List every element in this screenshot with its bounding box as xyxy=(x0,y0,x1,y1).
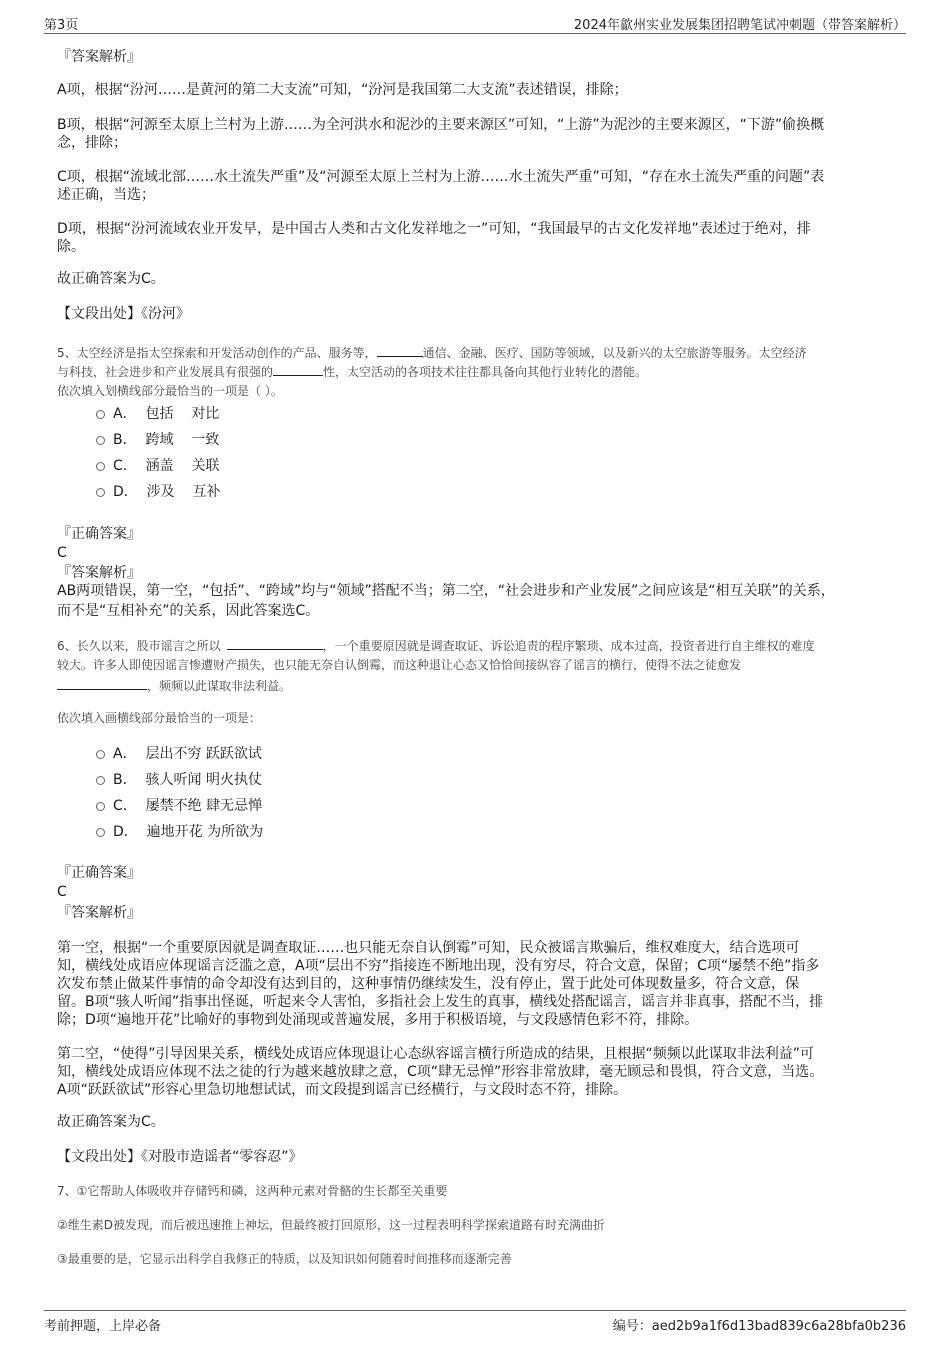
q4-analysis-a: A项，根据“汾河……是黄河的第二大支流”可知，“汾河是我国第二大支流”表述错误，排除； xyxy=(57,82,628,98)
q5-stem-line2: 与科技，社会进步和产业发展具有很强的 性，太空活动的各项技术往往都具备向其他行业转化的潜能。 xyxy=(57,361,892,382)
q5-stem-line3: 依次填入划横线部分最恰当的一项是（ ）。 xyxy=(57,384,283,398)
q6-analysis-p2-line1: 第二空，“使得”引导因果关系，横线处成语应体现退让心态纵容谣言横行所造成的结果，且根据“频频以此谋取非法利益”可 xyxy=(57,1046,815,1062)
header-divider xyxy=(44,33,906,34)
q6-stem-line2: 较大。许多人即使因谣言惨遭财产损失，也只能无奈自认倒霉，而这种退让心态又恰恰间接纵容了谣言的横行，使得不法之徒愈发 xyxy=(57,658,742,672)
q5-option-a[interactable]: A． 包括 对比 xyxy=(96,404,219,424)
radio-icon[interactable] xyxy=(96,750,105,759)
q5-correct-label: 『正确答案』 xyxy=(57,526,141,542)
q6-correct-label: 『正确答案』 xyxy=(57,865,141,881)
q4-analysis-c-line1: C项，根据“流域北部……水土流失严重”及“河源至太原上兰村为上游……水土流失严重”可知，“存在水土流失严重的问题”表 xyxy=(57,169,825,185)
q6-source: 【文段出处】《对股市造谣者“零容忍”》 xyxy=(57,1149,303,1165)
q5-option-b[interactable]: B． 跨域 一致 xyxy=(96,430,219,450)
radio-icon[interactable] xyxy=(96,410,105,419)
q7-line3: ③最重要的是，它显示出科学自我修正的特质，以及知识如何随着时间推移而逐渐完善 xyxy=(57,1252,512,1266)
footer-divider xyxy=(44,1310,906,1311)
q7-line1: 7、①它帮助人体吸收并存储钙和磷，这两种元素对骨骼的生长都至关重要 xyxy=(57,1184,448,1198)
q4-analysis-d-line1: D项，根据“汾河流域农业开发早，是中国古人类和古文化发祥地之一”可知，“我国最早的古文化发祥地”表述过于绝对，排 xyxy=(57,221,811,237)
q6-analysis-p1-line5: 除；D项“遍地开花”比喻好的事物到处涌现或普遍发展，多用于积极语境，与文段感情色彩不符，排除。 xyxy=(57,1012,699,1028)
radio-icon[interactable] xyxy=(96,462,105,471)
radio-icon[interactable] xyxy=(96,828,105,837)
radio-icon[interactable] xyxy=(96,802,105,811)
document-id: 编号：aed2b9a1f6d13bad839c6a28bfa0b236 xyxy=(612,1319,906,1334)
q6-analysis-p1-line4: 留。B项“骇人听闻”指事出怪诞，听起来令人害怕，多指社会上发生的真事，横线处搭配谣言，谣言并非真事，搭配不当，排 xyxy=(57,994,824,1010)
q6-option-b[interactable]: B． 骇人听闻 明火执仗 xyxy=(96,770,262,790)
q4-analysis-b-line2: 念，排除； xyxy=(57,135,127,151)
q6-analysis-p2-line2: 知，横线处成语应体现不法之徒的行为越来越放肆之意，C项“肆无忌惮”形容非常放肆，毫无顾忌和畏惧，符合文意，当选。 xyxy=(57,1064,824,1080)
q4-source: 【文段出处】《汾河》 xyxy=(57,306,190,322)
q4-analysis-d-line2: 除。 xyxy=(57,239,85,255)
page-number: 第3页 xyxy=(44,18,79,33)
q5-analysis-line1: AB两项错误，第一空，“包括”、“跨域”均与“领域”搭配不当；第二空，“社会进步和产业发展”之间应该是“相互关联”的关系， xyxy=(57,583,835,599)
footer-slogan: 考前押题，上岸必备 xyxy=(44,1319,162,1334)
q6-option-a[interactable]: A． 层出不穷 跃跃欲试 xyxy=(96,744,262,764)
radio-icon[interactable] xyxy=(96,776,105,785)
q6-analysis-p1-line2: 知，横线处成语应体现谣言泛滥之意，A项“层出不穷”指接连不断地出现，没有穷尽，符合文意，保留；C项“屡禁不绝”指多 xyxy=(57,958,820,974)
q6-conclusion: 故正确答案为C。 xyxy=(57,1114,165,1130)
q6-option-c[interactable]: C． 屡禁不绝 肆无忌惮 xyxy=(96,796,262,816)
radio-icon[interactable] xyxy=(96,436,105,445)
q6-stem-line4: 依次填入画横线部分最恰当的一项是： xyxy=(57,711,262,725)
q6-option-d[interactable]: D． 遍地开花 为所欲为 xyxy=(96,822,263,842)
q6-blank-1 xyxy=(227,635,323,650)
q6-analysis-p1-line3: 次发布禁止做某件事情的命令却没有达到目的，这种事情仍继续发生，没有停止，置于此处可体现数量多，符合文意，保 xyxy=(57,976,799,992)
q5-analysis-label: 『答案解析』 xyxy=(57,565,141,581)
q6-correct-answer: C xyxy=(57,884,67,900)
q5-stem-line1: 5、太空经济是指太空探索和开发活动创作的产品、服务等， 通信、金融、医疗、国防等领域，以及新兴的太空旅游等服务。太空经济 xyxy=(57,342,892,363)
q6-analysis-label: 『答案解析』 xyxy=(57,905,141,921)
document-title: 2024年歙州实业发展集团招聘笔试冲刺题（带答案解析） xyxy=(573,18,906,33)
q5-option-d[interactable]: D． 涉及 互补 xyxy=(96,482,220,502)
q4-analysis-b-line1: B项，根据“河源至太原上兰村为上游……为全河洪水和泥沙的主要来源区”可知，“上游”为泥沙的主要来源区，“下游”偷换概 xyxy=(57,117,825,133)
q5-option-c[interactable]: C． 涵盖 关联 xyxy=(96,456,219,476)
q4-analysis-label: 『答案解析』 xyxy=(57,49,141,65)
q6-stem-line3: ，频频以此谋取非法利益。 xyxy=(57,675,892,696)
q6-blank-2 xyxy=(57,675,147,690)
q6-analysis-p2-line3: A项“跃跃欲试”形容心里急切地想试试，而文段提到谣言已经横行，与文段时态不符，排除。 xyxy=(57,1082,628,1098)
q5-blank-2 xyxy=(273,361,323,376)
q6-analysis-p1-line1: 第一空，根据“一个重要原因就是调查取证……也只能无奈自认倒霉”可知，民众被谣言欺骗后，维权难度大，结合选项可 xyxy=(57,940,800,956)
q5-analysis-line2: 而不是“互相补充”的关系，因此答案选C。 xyxy=(57,603,320,619)
q4-conclusion: 故正确答案为C。 xyxy=(57,271,165,287)
q4-analysis-c-line2: 述正确，当选； xyxy=(57,187,155,203)
q5-correct-answer: C xyxy=(57,545,67,561)
q5-blank-1 xyxy=(377,342,423,357)
q7-line2: ②维生素D被发现，而后被迅速推上神坛，但最终被打回原形，这一过程表明科学探索道路有时充满曲折 xyxy=(57,1218,606,1232)
radio-icon[interactable] xyxy=(96,488,105,497)
q6-stem-line1: 6、长久以来，股市谣言之所以 ，一个重要原因就是调查取证、诉讼追责的程序繁琐、成本过高，投资者进行自主维权的难度 xyxy=(57,635,892,656)
